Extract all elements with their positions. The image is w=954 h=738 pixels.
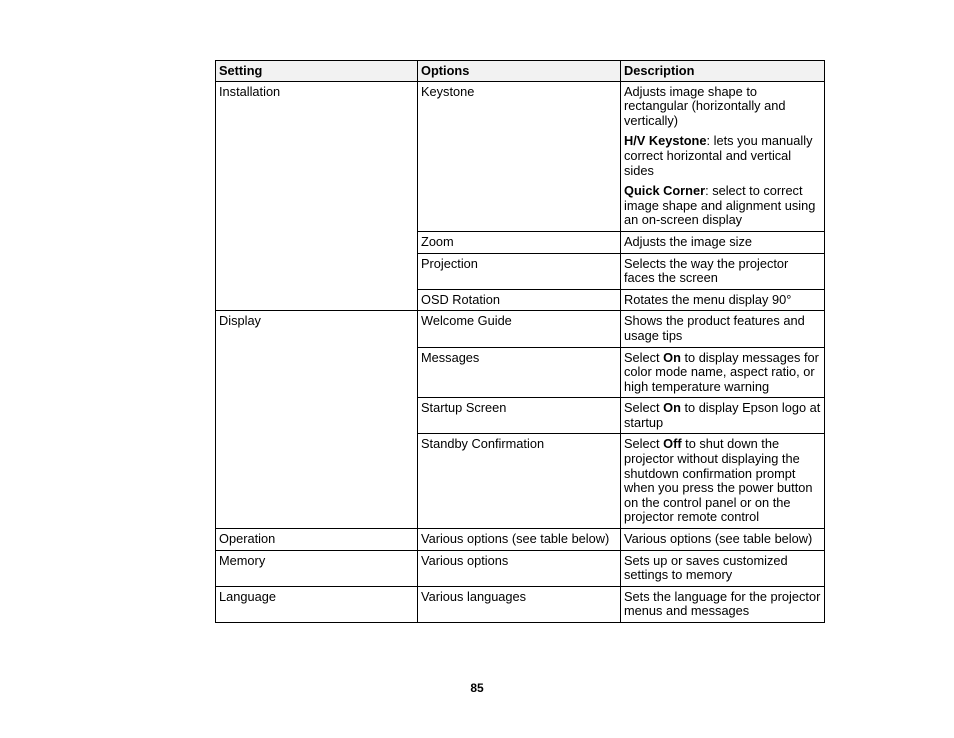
messages-on: On: [663, 349, 681, 365]
messages-post: to display messages for color mode name, aspect ratio, or high temperature warning: [624, 349, 819, 394]
table-header-row: [216, 61, 825, 82]
startup-post: to display Epson logo at startup: [624, 400, 821, 430]
startup-on: On: [663, 400, 681, 416]
setting-installation: Installation: [216, 81, 418, 311]
table-row: [216, 586, 825, 622]
option-messages: Messages: [418, 347, 621, 398]
option-projection: Projection: [418, 253, 621, 289]
table-row: [216, 550, 825, 586]
option-keystone: Keystone: [418, 81, 621, 231]
option-osd-rotation: OSD Rotation: [418, 289, 621, 311]
quick-corner-text: : select to correct image shape and alignment using an on-screen display: [624, 183, 816, 228]
table-row: [216, 529, 825, 551]
setting-language: Language: [216, 586, 418, 622]
table-row: [216, 81, 825, 231]
standby-pre: Select: [624, 436, 664, 452]
desc-welcome-guide: Shows the product features and usage tips: [621, 311, 825, 347]
desc-memory: Sets up or saves customized settings to memory: [621, 550, 825, 586]
quick-corner-label: Quick Corner: [624, 183, 706, 199]
header-description: Description: [621, 61, 825, 82]
page-number: 85: [470, 681, 484, 695]
setting-operation: Operation: [216, 529, 418, 551]
desc-osd-rotation: Rotates the menu display 90°: [621, 289, 825, 311]
hv-keystone-label: H/V Keystone: [624, 133, 707, 149]
option-language: Various languages: [418, 586, 621, 622]
desc-language: Sets the language for the projector menus and messages: [621, 586, 825, 622]
setting-display: Display: [216, 311, 418, 529]
desc-keystone: [621, 81, 825, 231]
desc-zoom: Adjusts the image size: [621, 231, 825, 253]
option-operation: Various options (see table below): [418, 529, 621, 551]
desc-messages: [621, 347, 825, 398]
desc-quick-corner: [624, 184, 821, 228]
header-setting: Setting: [216, 61, 418, 82]
setting-memory: Memory: [216, 550, 418, 586]
desc-operation: Various options (see table below): [621, 529, 825, 551]
desc-hv-keystone: [624, 134, 821, 178]
option-welcome-guide: Welcome Guide: [418, 311, 621, 347]
desc-startup-screen: [621, 398, 825, 434]
settings-table: [215, 60, 825, 623]
option-zoom: Zoom: [418, 231, 621, 253]
hv-keystone-text: : lets you manually correct horizontal and vertical sides: [624, 133, 813, 178]
option-standby-confirmation: Standby Confirmation: [418, 434, 621, 529]
table-row: [216, 311, 825, 347]
messages-pre: Select: [624, 349, 664, 365]
standby-post: to shut down the projector without displaying the shutdown confirmation prompt when you press the power button on the control panel or on the projector remote control: [624, 436, 813, 525]
desc-standby-confirmation: [621, 434, 825, 529]
option-memory: Various options: [418, 550, 621, 586]
startup-pre: Select: [624, 400, 664, 416]
option-startup-screen: Startup Screen: [418, 398, 621, 434]
desc-projection: Selects the way the projector faces the screen: [621, 253, 825, 289]
standby-off: Off: [663, 436, 682, 452]
header-options: Options: [418, 61, 621, 82]
desc-keystone-main: Adjusts image shape to rectangular (horizontally and vertically): [624, 83, 786, 128]
